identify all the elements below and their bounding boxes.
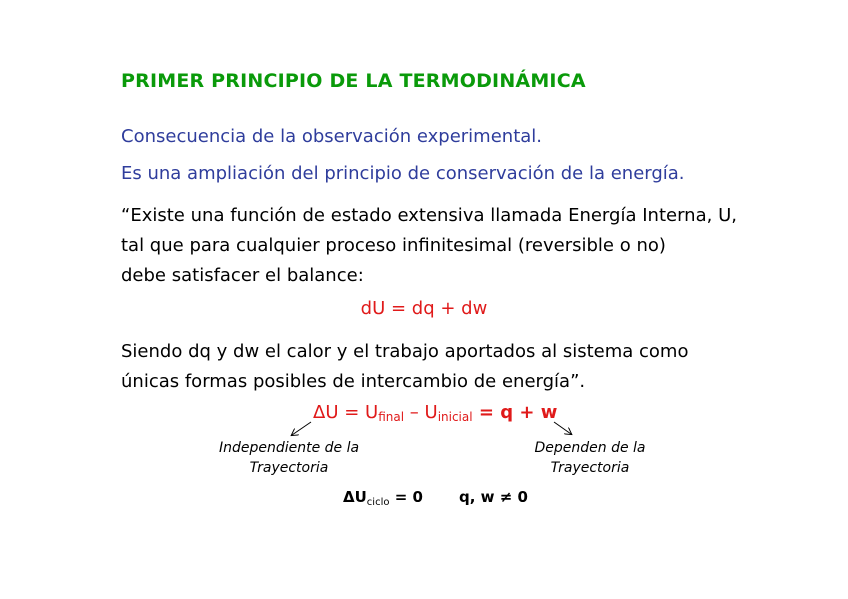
cycle-sub: ciclo (366, 497, 390, 508)
slide-title: PRIMER PRINCIPIO DE LA TERMODINÁMICA (121, 70, 586, 92)
eq2-sub-final: final (378, 410, 405, 424)
quote-text: “Existe una función de estado extensiva llamada Energía Interna, U, tal que para cualquier proceso infinitesimal (reversible o no) (121, 205, 737, 256)
note-independiente (204, 438, 374, 478)
eq2-rhs: = q + w (472, 402, 558, 423)
statement-observation: Consecuencia de la observación experimental. (121, 126, 543, 147)
cycle-equation (343, 488, 423, 508)
explanation-paragraph: Siendo dq y dw el calor y el trabajo aportados al sistema como únicas formas posibles de intercambio de energía”. (121, 341, 689, 392)
eq2-minus: – U (404, 402, 438, 423)
note-left-line2: Trayectoria (249, 460, 329, 476)
note-right-line1: Dependen de la (534, 440, 646, 456)
arrow-left (292, 422, 311, 435)
note-dependen (520, 438, 660, 478)
note-left-line1: Independiente de la (218, 440, 360, 456)
cycle-main: ΔU (343, 488, 367, 506)
quote-last-line: debe satisfacer el balance: (121, 265, 364, 286)
differential-equation: dU = dq + dw (360, 298, 488, 319)
note-right-line2: Trayectoria (550, 460, 630, 476)
eq2-lhs: ΔU = U (313, 402, 379, 423)
arrow-right (554, 422, 571, 434)
qw-inequality: q, w ≠ 0 (459, 488, 528, 506)
eq2-sub-inicial: inicial (437, 410, 473, 424)
cycle-rest: = 0 (389, 488, 423, 506)
statement-conservation: Es una ampliación del principio de conservación de la energía. (121, 163, 685, 184)
